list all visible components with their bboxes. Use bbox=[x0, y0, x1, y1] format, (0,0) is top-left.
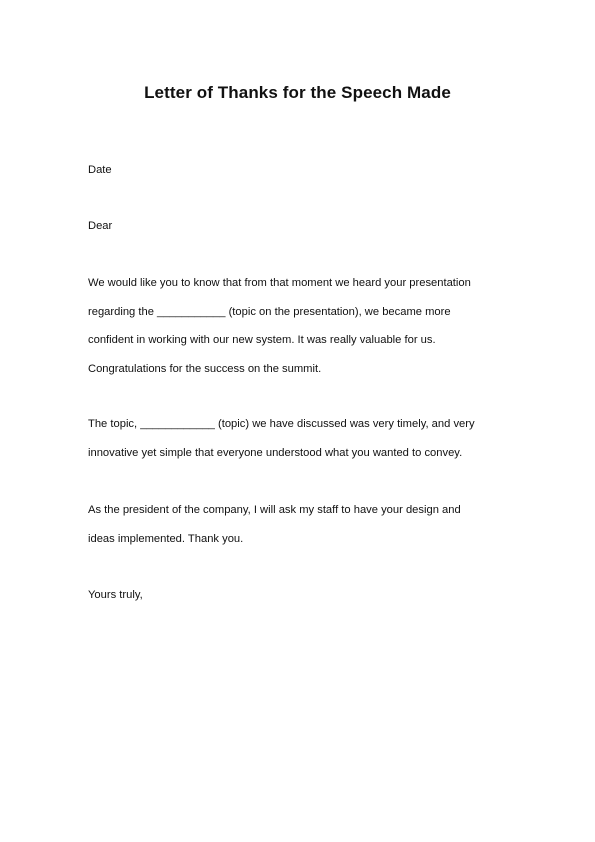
paragraph-line: As the president of the company, I will ask my staff to have your design and bbox=[88, 504, 461, 516]
closing-line bbox=[88, 587, 528, 616]
paragraph-1 bbox=[88, 275, 528, 389]
paragraph-2 bbox=[88, 416, 528, 473]
letter-title: Letter of Thanks for the Speech Made bbox=[144, 83, 451, 102]
paragraph-line: confident in working with our new system. It was really valuable for us. bbox=[88, 334, 436, 346]
closing: Yours truly, bbox=[88, 589, 143, 601]
salutation-line bbox=[88, 218, 528, 247]
salutation: Dear bbox=[88, 220, 113, 232]
paragraph-line: The topic, ____________ (topic) we have discussed was very timely, and very bbox=[88, 418, 475, 430]
date-label: Date bbox=[88, 164, 112, 176]
paragraph-line: Congratulations for the success on the summit. bbox=[88, 362, 322, 375]
paragraph-line: regarding the ___________ (topic on the presentation), we became more bbox=[88, 305, 451, 318]
paragraph-line: innovative yet simple that everyone understood what you wanted to convey. bbox=[88, 446, 463, 459]
date-line bbox=[88, 162, 528, 191]
paragraph-3 bbox=[88, 502, 528, 559]
paragraph-line: We would like you to know that from that moment we heard your presentation bbox=[88, 277, 471, 289]
paragraph-line: ideas implemented. Thank you. bbox=[88, 532, 244, 545]
